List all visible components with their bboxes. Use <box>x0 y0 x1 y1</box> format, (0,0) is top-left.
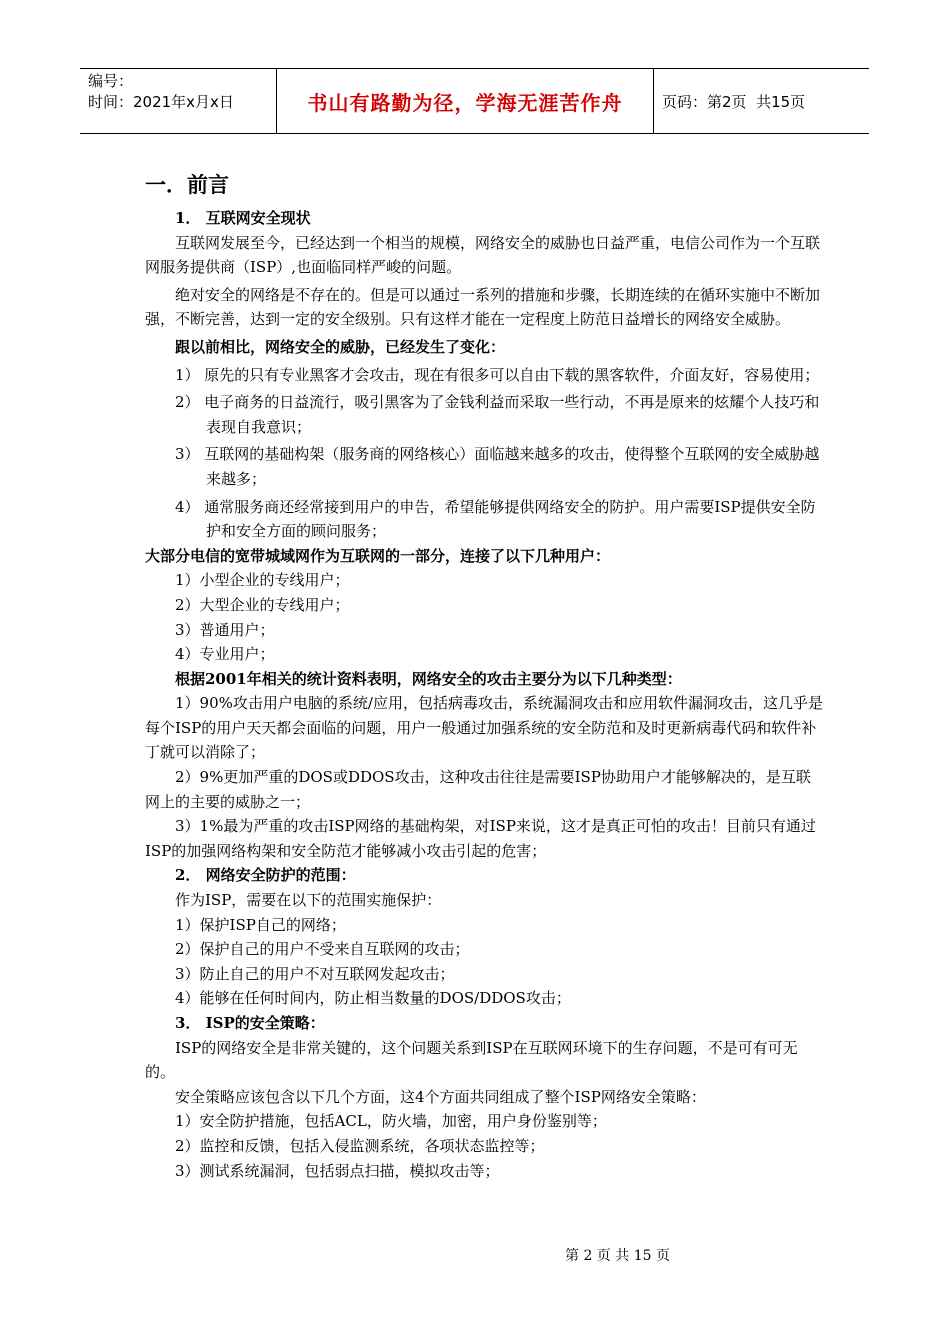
list-item: 2）保护自己的用户不受来自互联网的攻击； <box>175 940 470 959</box>
paragraph: ISP的网络安全是非常关键的，这个问题关系到ISP在互联网环境下的生存问题，不是可有可无的。 <box>145 1038 798 1082</box>
list-item: 4） 通常服务商还经常接到用户的申告，希望能够提供网络安全的防护。用户需要ISP提供安全防护和安全方面的顾问服务； <box>175 497 816 541</box>
list-item: 2）9%更加严重的DOS或DDOS攻击，这种攻击往往是需要ISP协助用户才能够解决的，是互联网上的主要的威胁之一； <box>145 768 811 811</box>
list-item: 1）安全防护措施，包括ACL，防火墙，加密，用户身份鉴别等； <box>175 1112 607 1131</box>
subsection-heading-1: 1． 互联网安全现状 <box>175 209 311 227</box>
list-item: 2） 电子商务的日益流行，吸引黑客为了金钱利益而采取一些行动，不再是原来的炫耀个人技巧和表现自我意识； <box>175 393 820 436</box>
document-body <box>145 168 825 1183</box>
paragraph: 安全策略应该包含以下几个方面，这4个方面共同组成了整个ISP网络安全策略： <box>175 1087 706 1106</box>
list-item: 3）测试系统漏洞，包括弱点扫描，模拟攻击等； <box>175 1161 500 1180</box>
paragraph: 绝对安全的网络是不存在的。但是可以通过一系列的措施和步骤，长期连续的在循环实施中不断加强，不断完善，达到一定的安全级别。只有这样才能在一定程度上防范日益增长的网络安全威胁。 <box>145 285 821 329</box>
header-date: 时间：2021年x月x日 <box>88 93 234 111</box>
list-item: 3）防止自己的用户不对互联网发起攻击； <box>175 964 455 983</box>
paragraph-bold: 跟以前相比，网络安全的威胁，已经发生了变化： <box>175 337 506 356</box>
paragraph: 作为ISP，需要在以下的范围实施保护： <box>175 891 442 910</box>
list-item: 1）小型企业的专线用户； <box>175 571 350 590</box>
paragraph-bold: 大部分电信的宽带城域网作为互联网的一部分，连接了以下几种用户： <box>145 546 611 565</box>
list-item: 3）普通用户； <box>175 620 275 639</box>
list-item: 2）大型企业的专线用户； <box>175 595 350 614</box>
header-meta <box>80 69 277 133</box>
header-number: 编号： <box>88 72 134 90</box>
paragraph-bold: 根据2001年相关的统计资料表明，网络安全的攻击主要分为以下几种类型： <box>175 669 682 688</box>
paragraph: 互联网发展至今，已经达到一个相当的规模，网络安全的威胁也日益严重，电信公司作为一个互联网服务提供商（ISP）,也面临同样严峻的问题。 <box>145 233 821 277</box>
list-item: 3） 互联网的基础构架（服务商的网络核心）面临越来越多的攻击，使得整个互联网的安全威胁越来越多； <box>175 445 820 488</box>
footer-page-number: 第 2 页 共 15 页 <box>565 1248 670 1264</box>
subsection-heading-2: 2． 网络安全防护的范围： <box>175 866 356 885</box>
subsection-heading-3: 3． ISP的安全策略： <box>175 1014 325 1032</box>
page-header <box>80 68 869 134</box>
list-item: 4）专业用户； <box>175 645 275 664</box>
list-item: 2）监控和反馈，包括入侵监测系统，各项状态监控等； <box>175 1136 545 1155</box>
list-item: 1）90%攻击用户电脑的系统/应用，包括病毒攻击，系统漏洞攻击和应用软件漏洞攻击，这几乎是每个ISP的用户天天都会面临的问题，用户一般通过加强系统的安全防范和及时更新病毒代码和软件补丁就可以消除了； <box>145 694 823 762</box>
header-page-number: 页码：第2页 共15页 <box>662 92 806 111</box>
header-motto: 书山有路勤为径，学海无涯苦作舟 <box>277 69 654 133</box>
section-title: 一．前言 <box>145 173 229 197</box>
list-item: 1） 原先的只有专业黑客才会攻击，现在有很多可以自由下载的黑客软件，介面友好，容易使用； <box>175 365 820 384</box>
list-item: 4）能够在任何时间内，防止相当数量的DOS/DDOS攻击； <box>175 989 571 1008</box>
list-item: 3）1%最为严重的攻击ISP网络的基础构架，对ISP来说，这才是真正可怕的攻击！目前只有通过ISP的加强网络构架和安全防范才能够减小攻击引起的危害； <box>145 817 816 860</box>
list-item: 1）保护ISP自己的网络； <box>175 915 346 934</box>
